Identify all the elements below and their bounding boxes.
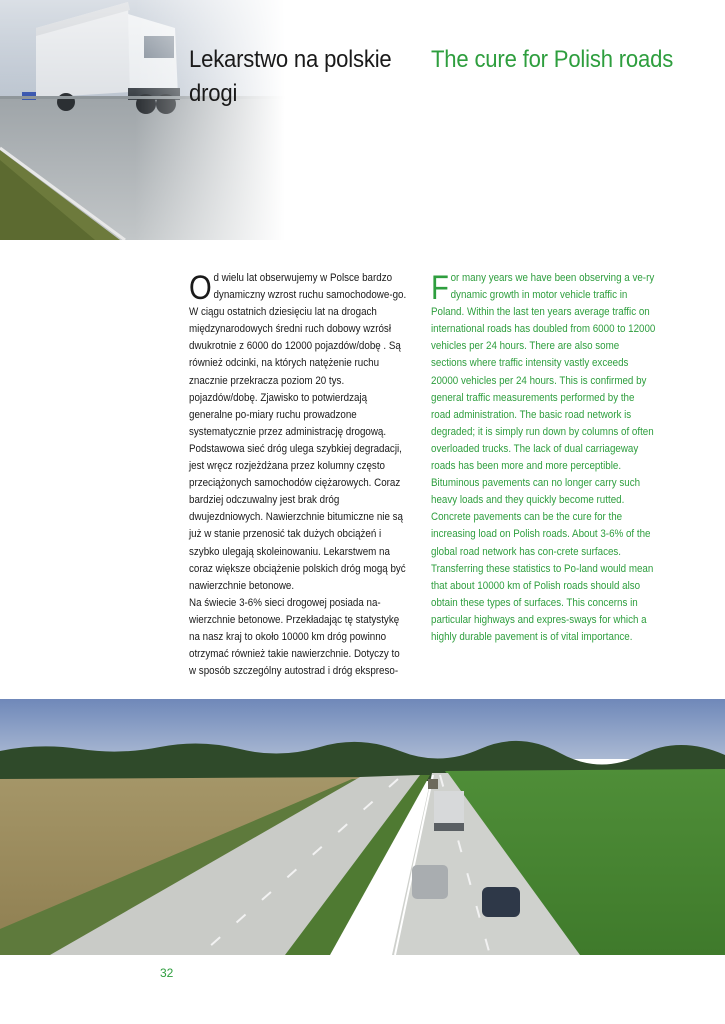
drop-cap-polish: O [189, 269, 212, 307]
title-english: The cure for Polish roads [431, 46, 674, 73]
body-column-polish [189, 270, 407, 680]
page-number: 32 [160, 966, 174, 980]
drop-cap-english: F [431, 269, 449, 307]
truck-road-photo [0, 0, 300, 240]
paragraph-en-1-text: or many years we have been observing a ve-ry dynamic growth in motor vehicle traffic in Poland. Within the last ten years average traffic on international roads has doubled from 6000 to 12000 vehicles per 24 hours. There are also some sections where traffic intensity vastly exceeds 20000 vehicles per 24 hours. This is confirmed by general traffic measurements performed by the road administration. The basic road network is degraded; it is simply run down by columns of often overloaded trucks. The lack of dual carriageway roads has been more and more perceptible. Bituminous pavements can no longer carry such heavy loads and they quickly become rutted. Concrete pavements can be the cure for the increasing load on Polish roads. About 3-6% of the global road network has con-crete surfaces. Transferring these statistics to Po-land would mean that about 10000 km of Polish roads should also obtain these types of surfaces. This concerns in particular highways and expres-sways for which a highly durable pavement is of vital importance. [431, 272, 656, 643]
highway-photo [0, 699, 725, 955]
paragraph-pl-1 [189, 270, 407, 595]
paragraph-pl-1-text: d wielu lat obserwujemy w Polsce bardzo dynamiczny wzrost ruchu samochodowe-go. W ciągu ostatnich dziesięciu lat na drogach międzynarodowych średni ruch dobowy wzrósł dwukrotnie z 6000 do 12000 pojazdów/dobę . Są również odcinki, na których natężenie ruchu znacznie przekracza poziom 20 tys. pojazdów/dobę. Zjawisko to potwierdzają generalne po-miary ruchu prowadzone systematycznie przez administrację drogową. Podstawowa sieć dróg ulega szybkiej degradacji, jest wręcz rozjeżdżana przez kolumny często przeciążonych samochodów ciężarowych. Coraz bardziej odczuwalny jest brak dróg dwujezdniowych. Nawierzchnie bitumiczne nie są już w stanie przenosić tak dużych obciążeń i szybko ulegają skoleinowaniu. Lekarstwem na coraz większe obciążenie polskich dróg mogą być nawierzchnie betonowe. [189, 272, 407, 592]
paragraph-en-1 [431, 270, 656, 646]
body-column-english [431, 270, 656, 646]
paragraph-pl-2: Na świecie 3-6% sieci drogowej posiada na-wierzchnie betonowe. Przekładając tę statystykę na nasz kraj to około 10000 km dróg powinno otrzymać również takie nawierzchnie. Dotyczy to w sposób szczególny autostrad i dróg ekspreso- [189, 596, 400, 678]
title-polish: Lekarstwo na polskie drogi [189, 46, 392, 107]
